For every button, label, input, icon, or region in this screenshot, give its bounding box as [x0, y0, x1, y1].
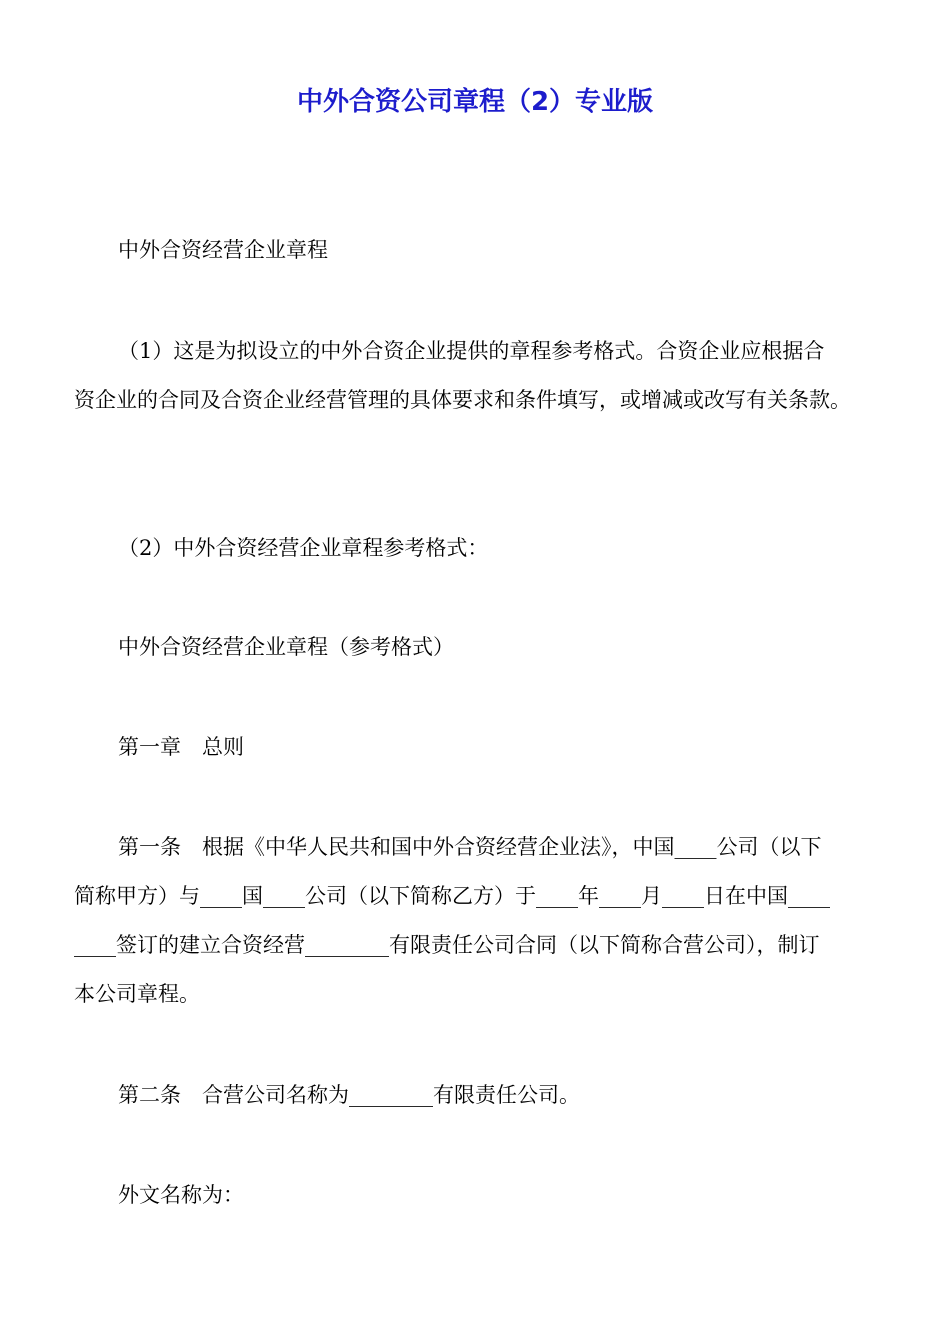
text-line: 第二条 合营公司名称为________有限责任公司。 — [118, 1083, 580, 1107]
text-line: 第一条 根据《中华人民共和国中外合资经营企业法》，中国____公司（以下 — [118, 835, 822, 859]
text-line: 简称甲方）与____国____公司（以下简称乙方）于____年____月____日在中国____ — [74, 884, 830, 908]
chapter-heading — [74, 723, 880, 772]
text-line: 第一章 总则 — [118, 735, 244, 759]
text-line: 本公司章程。 — [74, 982, 200, 1006]
paragraph-note-1 — [74, 327, 880, 425]
text-line: 中外合资经营企业章程（参考格式） — [118, 635, 454, 659]
paragraph-reference-format — [74, 623, 880, 672]
text-line: 中外合资经营企业章程 — [118, 238, 328, 262]
text-line: ____签订的建立合资经营________有限责任公司合同（以下简称合营公司），制订 — [74, 933, 820, 957]
text-line: 资企业的合同及合资企业经营管理的具体要求和条件填写，或增减或改写有关条款。 — [74, 388, 851, 412]
article-1 — [74, 823, 880, 1019]
text-line: （1）这是为拟设立的中外合资企业提供的章程参考格式。合资企业应根据合 — [118, 339, 825, 363]
paragraph-note-2 — [74, 524, 880, 573]
paragraph-charter-heading — [74, 226, 880, 275]
text-line: （2）中外合资经营企业章程参考格式： — [118, 536, 489, 560]
article-2 — [74, 1071, 880, 1120]
foreign-name-line — [74, 1171, 880, 1220]
text-line: 外文名称为： — [118, 1183, 244, 1207]
document-title: 中外合资公司章程（2）专业版 — [296, 87, 654, 117]
